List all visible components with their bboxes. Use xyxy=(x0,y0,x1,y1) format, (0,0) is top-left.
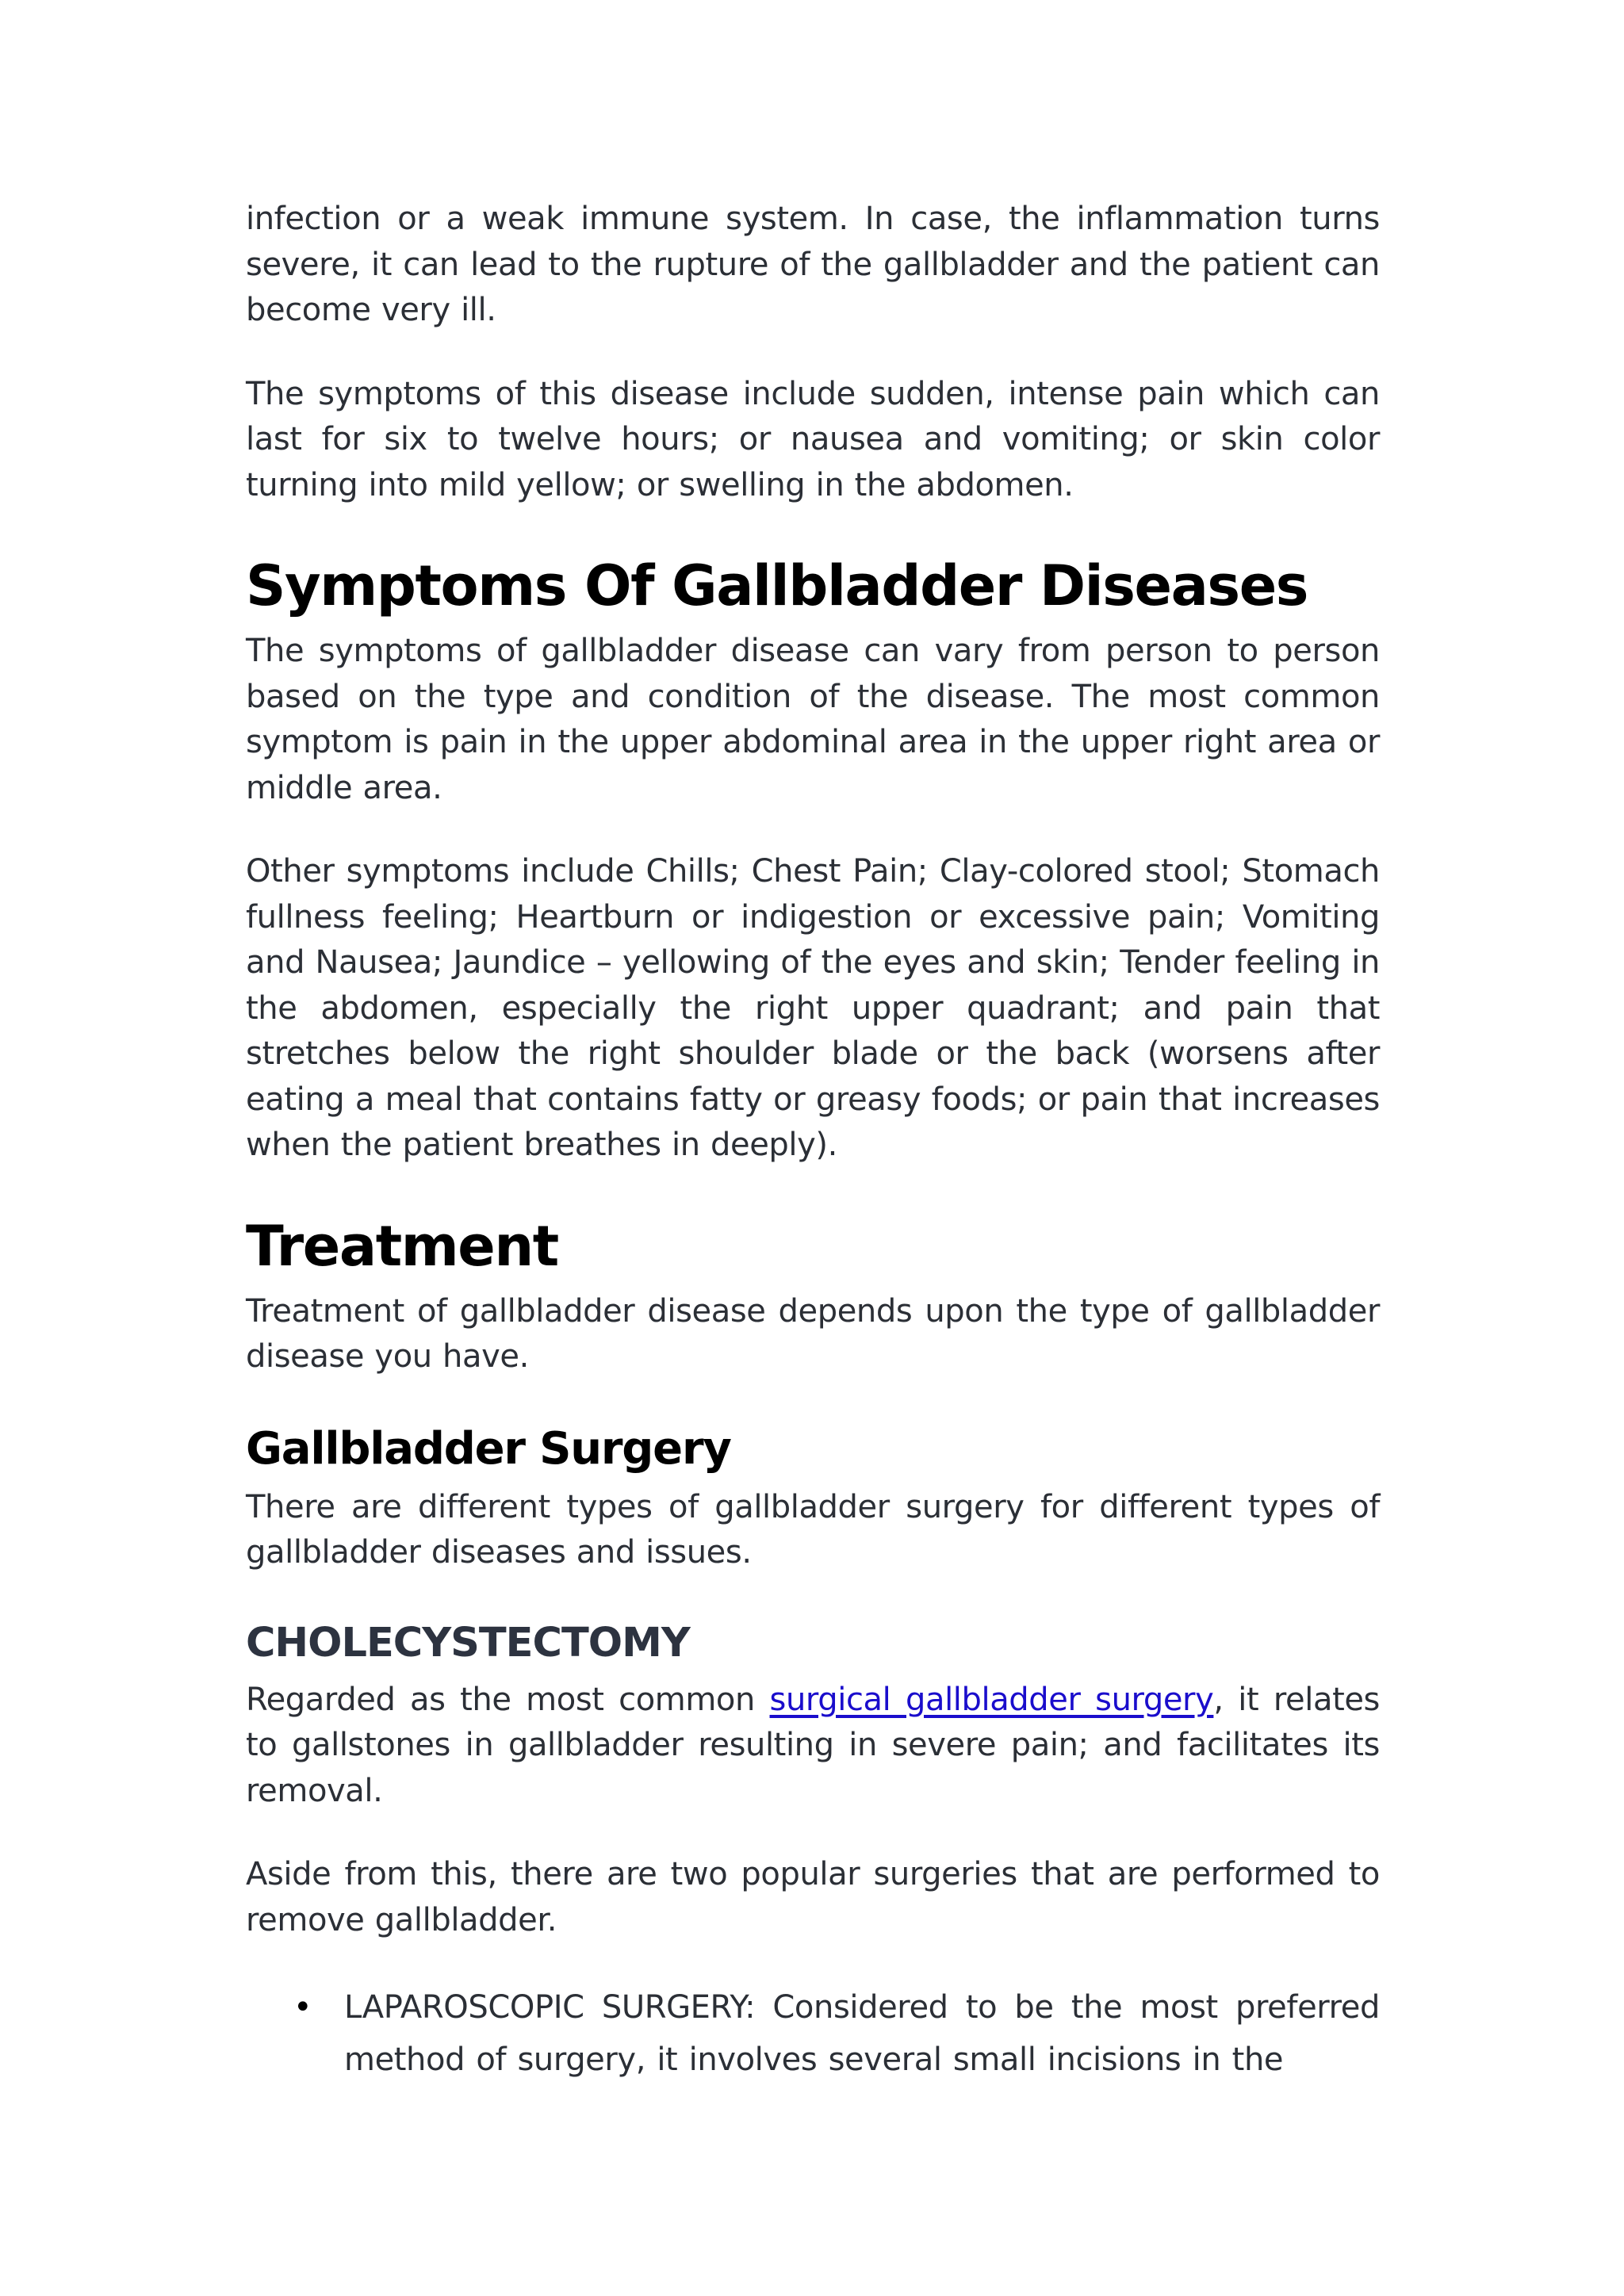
symptoms-paragraph-2: Other symptoms include Chills; Chest Pain; Clay-colored stool; Stomach fullness feeling; Heartburn or indigestion or excessive pain; Vomiting and Nausea; Jaundice – yellowing of the eyes and skin; Tender feeling in the abdomen, especially the right upper quadrant; and pain that stretches below the right shoulder blade or the back (worsens after eating a meal that contains fatty or greasy foods; or pain that increases when the patient breathes in deeply). xyxy=(246,853,1380,1163)
treatment-paragraph: Treatment of gallbladder disease depends upon the type of gallbladder disease you have. xyxy=(246,1292,1380,1375)
symptoms-paragraph-1: The symptoms of gallbladder disease can vary from person to person based on the type and condition of the disease. The most common symptom is pain in the upper abdominal area in the upper right area or middle area. xyxy=(246,633,1380,806)
cholecystectomy-text-after: , it relates to gallstones in gallbladder resulting in severe pain; and facilitates its removal. xyxy=(246,1681,1380,1809)
cholecystectomy-paragraph-2: Aside from this, there are two popular surgeries that are performed to remove gallbladder. xyxy=(246,1856,1380,1938)
list-item xyxy=(246,1981,1380,2086)
cholecystectomy-paragraph-1 xyxy=(246,1678,1380,1815)
list-item-text: LAPAROSCOPIC SURGERY: Considered to be the most preferred method of surgery, it involves several small incisions in the xyxy=(344,1989,1380,2078)
surgery-list xyxy=(246,1981,1380,2086)
surgery-paragraph: There are different types of gallbladder surgery for different types of gallbladder diseases and issues. xyxy=(246,1488,1380,1571)
surgical-gallbladder-surgery-link[interactable]: surgical gallbladder surgery xyxy=(769,1681,1214,1718)
gallbladder-surgery-heading: Gallbladder Surgery xyxy=(246,1422,731,1475)
bullet-icon: • xyxy=(293,1989,312,2026)
cholecystectomy-heading: CHOLECYSTECTOMY xyxy=(246,1619,690,1667)
intro-paragraph-2: The symptoms of this disease include sudden, intense pain which can last for six to twelve hours; or nausea and vomiting; or skin color turning into mild yellow; or swelling in the abdomen. xyxy=(246,375,1380,503)
cholecystectomy-text-before: Regarded as the most common xyxy=(246,1681,770,1718)
treatment-heading: Treatment xyxy=(246,1213,558,1279)
symptoms-heading: Symptoms Of Gallbladder Diseases xyxy=(246,553,1308,618)
document-page xyxy=(246,197,1380,2086)
intro-paragraph-1: infection or a weak immune system. In case, the inflammation turns severe, it can lead to the rupture of the gallbladder and the patient can become very ill. xyxy=(246,201,1380,328)
